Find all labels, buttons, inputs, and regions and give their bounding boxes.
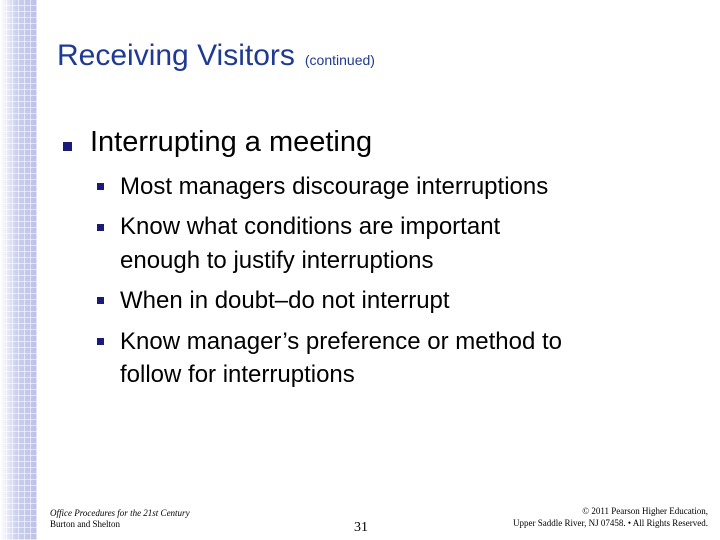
sub-bullet-square-icon xyxy=(97,183,104,190)
sub-bullet-line: Know manager’s preference or method to xyxy=(120,328,563,355)
sub-bullet-line: follow for interruptions xyxy=(120,361,355,388)
footer-book-title: Office Procedures for the 21st Century xyxy=(50,508,190,518)
footer-copyright-line2: Upper Saddle River, NJ 07458. • All Rights Reserved. xyxy=(512,518,708,528)
footer-copyright xyxy=(513,505,708,529)
decorative-side-bar xyxy=(0,0,37,540)
slide-title xyxy=(57,36,375,73)
sub-bullet-line: enough to justify interruptions xyxy=(120,247,434,274)
sub-bullet-square-icon xyxy=(97,338,104,345)
sub-bullet-square-icon xyxy=(97,224,104,231)
slide-title-suffix: (continued) xyxy=(304,52,375,68)
sub-bullet-square-icon xyxy=(97,297,104,304)
bullet-square-icon xyxy=(63,142,72,151)
footer-copyright-line1: © 2011 Pearson Higher Education, xyxy=(582,506,708,516)
sub-bullet-line: Know what conditions are important xyxy=(120,213,501,240)
page-number: 31 xyxy=(354,520,368,535)
sub-bullet-line: When in doubt–do not interrupt xyxy=(120,287,450,314)
main-bullet-text: Interrupting a meeting xyxy=(90,126,373,158)
footer-authors: Burton and Shelton xyxy=(50,519,120,529)
slide-title-main: Receiving Visitors xyxy=(57,39,295,72)
sub-bullet-line: Most managers discourage interruptions xyxy=(120,173,549,200)
footer-book-info xyxy=(50,508,190,530)
